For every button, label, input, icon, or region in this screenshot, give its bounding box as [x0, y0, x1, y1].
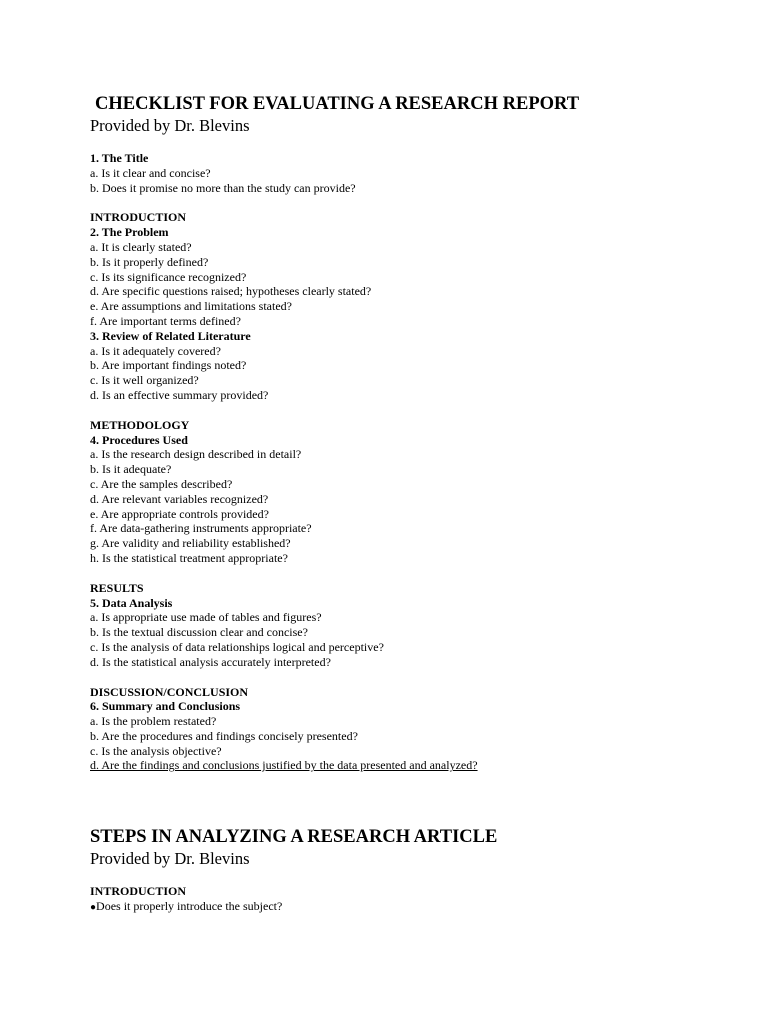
checklist-item: b. Does it promise no more than the study can provide?: [90, 180, 356, 195]
spacer: [90, 566, 730, 581]
checklist-subtitle: Provided by Dr. Blevins: [90, 116, 250, 135]
checklist-item: d. Is an effective summary provided?: [90, 387, 269, 402]
literature-heading: 3. Review of Related Literature: [90, 328, 251, 343]
bullet-item-text: Does it properly introduce the subject?: [96, 899, 283, 914]
results-label: RESULTS: [90, 580, 144, 595]
checklist-item: f. Are data-gathering instruments appropriate?: [90, 521, 312, 536]
checklist-item: b. Is it adequate?: [90, 462, 172, 477]
document-page: [90, 92, 730, 916]
bullet-item: [90, 899, 730, 916]
checklist-item: c. Is the analysis objective?: [90, 743, 222, 758]
spacer: [90, 670, 730, 685]
analysis-heading: 5. Data Analysis: [90, 595, 173, 610]
checklist-item: d. Are relevant variables recognized?: [90, 491, 269, 506]
spacer: [90, 195, 730, 210]
checklist-item: a. Is the research design described in detail?: [90, 447, 302, 462]
checklist-item: a. Is it clear and concise?: [90, 165, 211, 180]
checklist-item: c. Is it well organized?: [90, 373, 199, 388]
steps-subtitle: Provided by Dr. Blevins: [90, 849, 250, 869]
bullet-icon: ●: [90, 902, 97, 914]
procedures-heading: 4. Procedures Used: [90, 432, 188, 447]
problem-heading: 2. The Problem: [90, 225, 169, 240]
steps-title: STEPS IN ANALYZING A RESEARCH ARTICLE: [90, 827, 498, 848]
checklist-item: a. Is it adequately covered?: [90, 343, 221, 358]
steps-introduction-label: INTRODUCTION: [90, 884, 187, 899]
spacer: [90, 403, 730, 418]
spacer: [90, 773, 730, 825]
summary-heading: 6. Summary and Conclusions: [90, 699, 241, 714]
checklist-item: c. Are the samples described?: [90, 476, 233, 491]
introduction-label: INTRODUCTION: [90, 210, 187, 225]
checklist-item: g. Are validity and reliability established?: [90, 536, 291, 551]
checklist-item: h. Is the statistical treatment appropriate?: [90, 550, 288, 565]
checklist-item: a. Is the problem restated?: [90, 714, 217, 729]
discussion-label: DISCUSSION/CONCLUSION: [90, 684, 249, 699]
checklist-item: f. Are important terms defined?: [90, 313, 241, 328]
methodology-label: METHODOLOGY: [90, 417, 190, 432]
checklist-item: e. Are assumptions and limitations stated?: [90, 299, 292, 314]
checklist-item: d. Is the statistical analysis accurately interpreted?: [90, 654, 331, 669]
checklist-item: a. It is clearly stated?: [90, 239, 192, 254]
checklist-item: b. Are the procedures and findings concisely presented?: [90, 728, 358, 743]
spacer: [90, 869, 730, 884]
checklist-item: e. Are appropriate controls provided?: [90, 506, 269, 521]
checklist-title: CHECKLIST FOR EVALUATING A RESEARCH REPORT: [95, 94, 580, 114]
checklist-item: c. Is its significance recognized?: [90, 269, 247, 284]
checklist-item: d. Are the findings and conclusions justified by the data presented and analyzed?: [90, 758, 478, 773]
checklist-item: c. Is the analysis of data relationships logical and perceptive?: [90, 639, 384, 654]
checklist-item: b. Is the textual discussion clear and concise?: [90, 625, 308, 640]
checklist-item: b. Are important findings noted?: [90, 358, 247, 373]
spacer: [90, 136, 730, 151]
checklist-item: a. Is appropriate use made of tables and figures?: [90, 610, 322, 625]
title-section-heading: 1. The Title: [90, 151, 149, 165]
checklist-item: d. Are specific questions raised; hypotheses clearly stated?: [90, 284, 372, 299]
checklist-item: b. Is it properly defined?: [90, 254, 209, 269]
